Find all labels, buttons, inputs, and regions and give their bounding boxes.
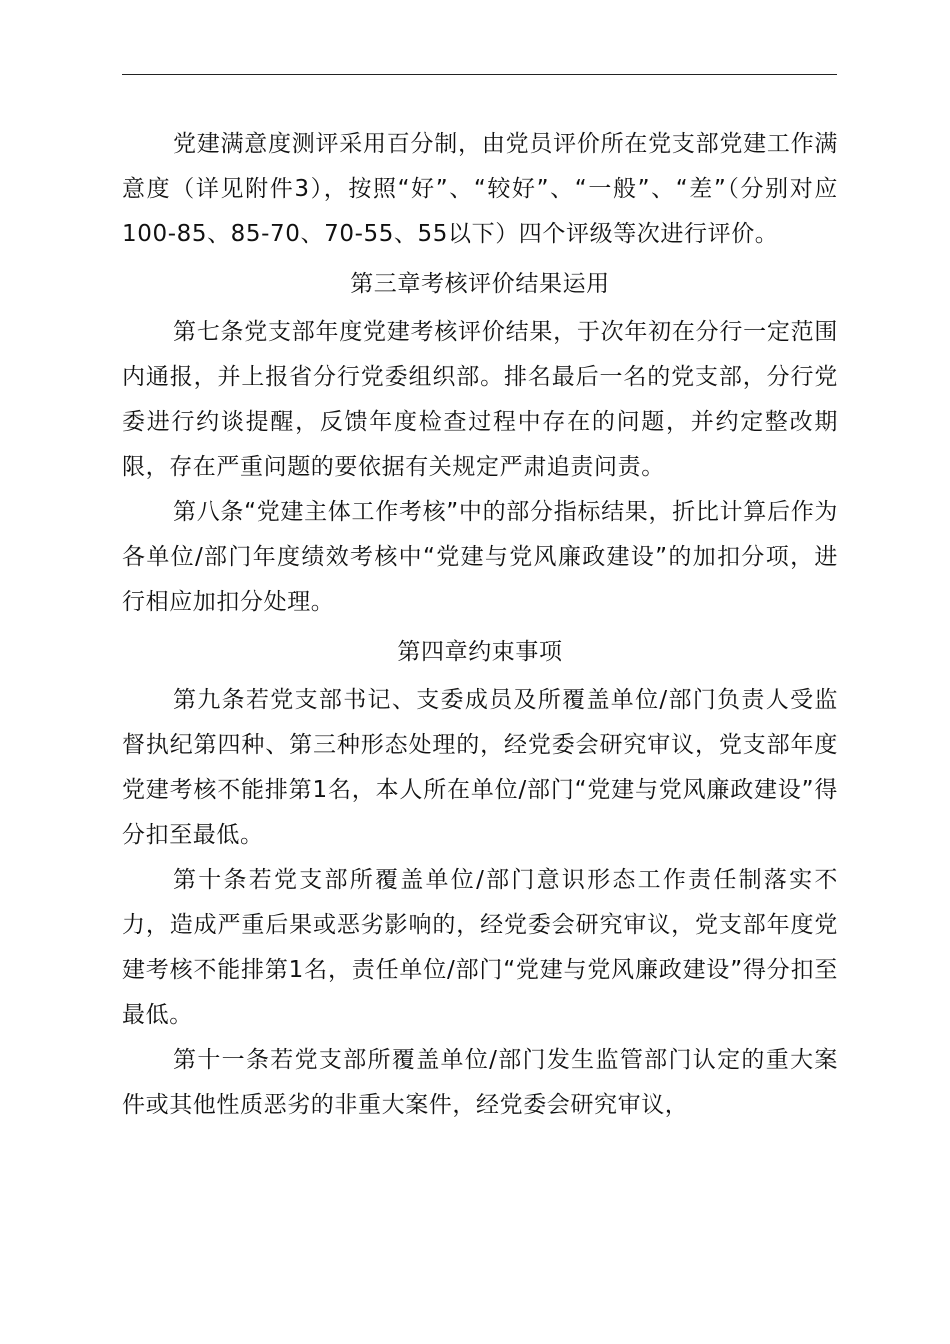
article-7: 第七条党支部年度党建考核评价结果，于次年初在分行一定范围内通报，并上报省分行党委组织部。排名最后一名的党支部，分行党委进行约谈提醒，反馈年度检查过程中存在的问题，并约定整改期限，存在严重问题的要依据有关规定严肃追责问责。 [122,319,838,480]
article-9: 第九条若党支部书记、支委成员及所覆盖单位/部门负责人受监督执纪第四种、第三种形态处理的，经党委会研究审议，党支部年度党建考核不能排第1名，本人所在单位/部门“党建与党风廉政建设”得分扣至最低。 [122,687,838,848]
article-11: 第十一条若党支部所覆盖单位/部门发生监管部门认定的重大案件或其他性质恶劣的非重大案件，经党委会研究审议， [122,1047,838,1118]
chapter-3-title: 第三章考核评价结果运用 [350,271,610,297]
paragraph-satisfaction-evaluation: 党建满意度测评采用百分制，由党员评价所在党支部党建工作满意度（详见附件3），按照“好”、“较好”、“一般”、“差”（分别对应100-85、85-70、70-55、55以下）四个评级等次进行评价。 [122,131,838,247]
document-body [122,122,838,1128]
article-10: 第十条若党支部所覆盖单位/部门意识形态工作责任制落实不力，造成严重后果或恶劣影响的，经党委会研究审议，党支部年度党建考核不能排第1名，责任单位/部门“党建与党风廉政建设”得分扣至最低。 [122,867,838,1028]
header-rule [122,74,837,75]
chapter-4-title: 第四章约束事项 [397,639,563,665]
article-8: 第八条“党建主体工作考核”中的部分指标结果，折比计算后作为各单位/部门年度绩效考核中“党建与党风廉政建设”的加扣分项，进行相应加扣分处理。 [122,499,838,615]
